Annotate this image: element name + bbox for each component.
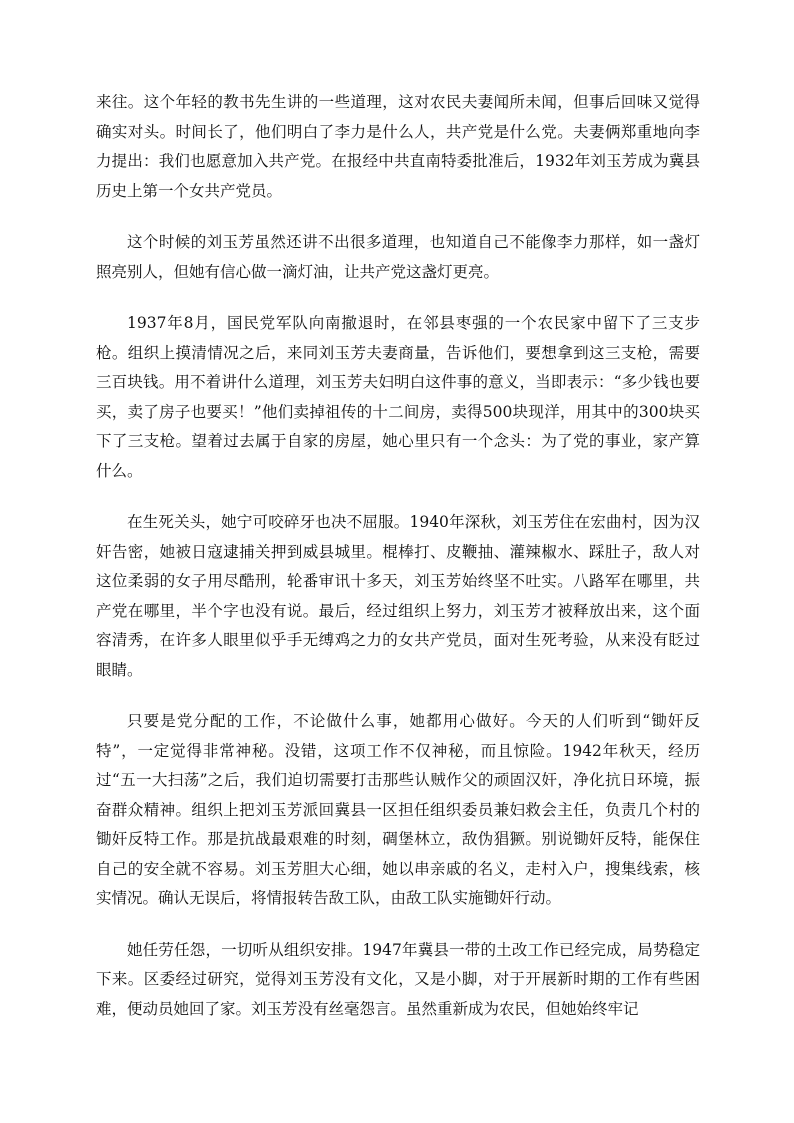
paragraph-rifles-1937: 1937年8月，国民党军队向南撤退时，在邻县枣强的一个农民家中留下了三支步枪。组织上摸清情况之后，来同刘玉芳夫妻商量，告诉他们，要想拿到这三支枪，需要三百块钱。用不着讲什么道理，刘玉芳夫妇明白这件事的意义，当即表示：“多少钱也要买，卖了房子也要买！”他们卖掉祖传的十二间房，卖得500块现洋，用其中的300块买下了三支枪。望着过去属于自家的房屋，她心里只有一个念头：为了党的事业，家产算什么。 [96,314,700,480]
paragraph-traitor-work-1942: 只要是党分配的工作，不论做什么事，她都用心做好。今天的人们听到“锄奸反特”，一定觉得非常神秘。没错，这项工作不仅神秘，而且惊险。1942年秋天，经历过“五一大扫荡”之后，我们迫切需要打击那些认贼作父的顽固汉奸，净化抗日环境，振奋群众精神。组织上把刘玉芳派回冀县一区担任组织委员兼妇救会主任，负责几个村的锄奸反特工作。那是抗战最艰难的时刻，碉堡林立，敌伪猖獗。别说锄奸反特，能保住自己的安全就不容易。刘玉芳胆大心细，她以串亲戚的名义，走村入户，搜集线索，核实情况。确认无误后，将情报转告敌工队，由敌工队实施锄奸行动。 [96,712,700,907]
paragraph-continuation: 来往。这个年轻的教书先生讲的一些道理，这对农民夫妻闻所未闻，但事后回味又觉得确实对头。时间长了，他们明白了李力是什么人，共产党是什么党。夫妻俩郑重地向李力提出：我们也愿意加入共产党。在报经中共直南特委批准后，1932年刘玉芳成为冀县历史上第一个女共产党员。 [96,93,700,200]
paragraph-lamp-oil: 这个时候的刘玉芳虽然还讲不出很多道理，也知道自己不能像李力那样，如一盏灯照亮别人，但她有信心做一滴灯油，让共产党这盏灯更亮。 [96,233,700,281]
paragraph-land-reform-1947: 她任劳任怨，一切听从组织安排。1947年冀县一带的土改工作已经完成，局势稳定下来。区委经过研究，觉得刘玉芳没有文化，又是小脚，对于开展新时期的工作有些困难，便动员她回了家。刘玉芳没有丝毫怨言。虽然重新成为农民，但她始终牢记 [96,940,700,1018]
article-body [96,88,700,1046]
paragraph-arrest-1940: 在生死关头，她宁可咬碎牙也决不屈服。1940年深秋，刘玉芳住在宏曲村，因为汉奸告密，她被日寇逮捕关押到威县城里。棍棒打、皮鞭抽、灌辣椒水、踩肚子，敌人对这位柔弱的女子用尽酷刑，轮番审讯十多天，刘玉芳始终坚不吐实。八路军在哪里，共产党在哪里，半个字也没有说。最后，经过组织上努力，刘玉芳才被释放出来，这个面容清秀，在许多人眼里似乎手无缚鸡之力的女共产党员，面对生死考验，从来没有眨过眼睛。 [96,513,700,679]
